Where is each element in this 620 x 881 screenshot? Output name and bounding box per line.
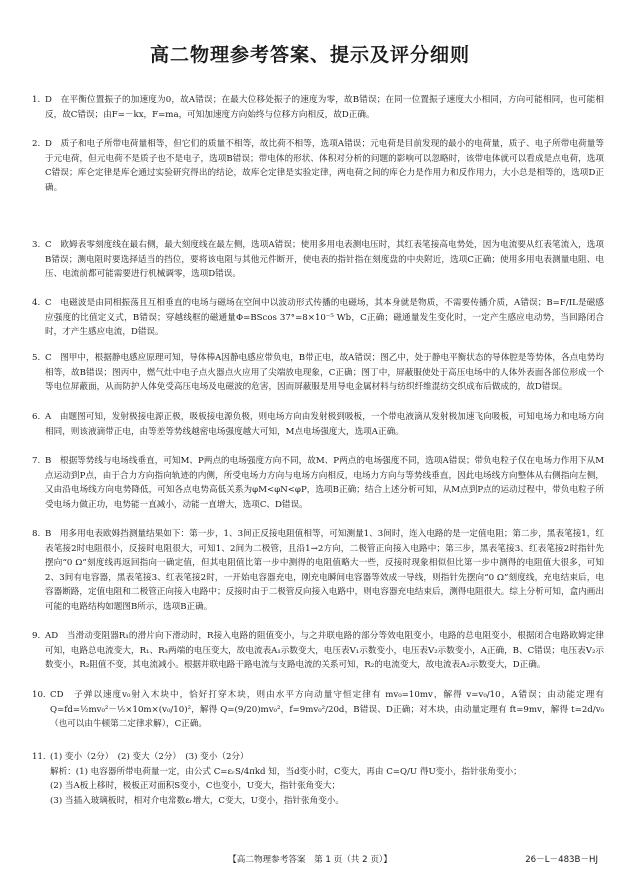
answer-3: 3. C 欧姆表零刻度线在最右侧，最大刻度线在最左侧，选项A错误；使用多用电表测电压时，其红表笔接高电势处，因为电流要从红表笔流入，选项B错误；测电阻时要选择适当的挡位，要将该电阻与其他元件断开，使电表的指针指在刻度盘的中央附近，选项C正确；使用多用电表测量电阻、电压、电流前都可能需要进行机械调零，选项D错误。 [32, 240, 604, 280]
answer-9: 9. AD 当滑动变阻器R₁的滑片向下滑动时，R接入电路的阻值变小，与之并联电路的部分等效电阻变小，电路的总电阻变小，根据闭合电路欧姆定律可知，电路总电流变大，R₁、R₃两端的电压变大，故电流表A₁示数变大，电压表V₁示数变小，电压表V₂示数变小，A正确，B、C错误；电压表V₂示数变小，R₂阻值不变，其电流减小。根据并联电路干路电流与支路电流的关系可知，R₂的电流变大，故电流表A₂示数变大，D正确。 [32, 631, 604, 671]
answers-body [32, 93, 604, 840]
answer-text: A 由题图可知，发射极接电源正极，吸板接电源负极，则电场方向由发射极到吸板，一个带电液滴从发射极加速飞向吸板，可知电场力和电场方向相同，则该液滴带正电，由等差等势线越密电场强度越大可知，M点电场强度大，选项A正确。 [45, 412, 604, 437]
answer-6: 6. A 由题图可知，发射极接电源正极，吸板接电源负极，则电场方向由发射极到吸板，一个带电液滴从发射极加速飞向吸板，可知电场力和电场方向相同，则该液滴带正电，由等差等势线越密电场强度越大可知，M点电场强度大，选项A正确。 [32, 412, 604, 437]
answer-1: 1. D 在平衡位置振子的加速度为0，故A错误；在最大位移处振子的速度为零，故B错误；在同一位置振子速度大小相同，方向可能相同，也可能相反，故C错误；由F=－kx，F=ma，可知加速度方向始终与位移方向相反，故D正确。 [32, 95, 604, 120]
answer-11: 11. (1) 变小（2分） (2) 变大（2分） (3) 变小（2分） 解析：(1) 电容器所带电荷量一定，由公式 C=εᵣS/4πkd 知，当d变小时，C变大，再由 C=Q/U 得U变小，指针张角变小； (2) 当A板上移时，极板正对面积S变小，C也变小，U变大，指针张角变大； (3) 当插入玻璃板时，相对介电常数εᵣ增大，C变大，U变小，指针张角变小。 [32, 750, 604, 840]
answer-text: CD 子弹以速度v₀射入木块中，恰好打穿木块，则由水平方向动量守恒定律有 mv₀=10mv，解得 v=v₀/10，A错误；由动能定理有 Q=fd=½mv₀²－½×10m×(v₀/10)²，解得 Q=(9/20)mv₀²，f=9mv₀²/20d，B错误、D正确；对木块，由动量定理有 ft=9mv，解得 t=2d/v₀（也可以由牛顿第二定律求解），C正确。 [50, 690, 604, 730]
answer-4: 4. C 电磁波是由同相振荡且互相垂直的电场与磁场在空间中以波动形式传播的电磁场，其本身就是物质，不需要传播介质，A错误；B=F/IL是磁感应强度的比值定义式，B错误；穿越线框的磁通量Φ=BScos 37°=8×10⁻⁵ Wb，C正确；磁通量发生变化时，一定产生感应电动势，当回路闭合时，才产生感应电流，D错误。 [32, 298, 604, 338]
footer-title: 【高二物理参考答案 第 1 页（共 2 页）】 [228, 855, 392, 865]
answer-11-scoring: (1) 变小（2分） (2) 变大（2分） (3) 变小（2分） [50, 752, 249, 762]
page-footer [0, 853, 620, 867]
answer-text: C 欧姆表零刻度线在最右侧，最大刻度线在最左侧，选项A错误；使用多用电表测电压时，其红表笔接高电势处，因为电流要从红表笔流入，选项B错误；测电阻时要选择适当的挡位，要将该电阻与其他元件断开，使电表的指针指在刻度盘的中央附近，选项C正确；使用多用电表测量电阻、电压、电流前都可能需要进行机械调零，选项D错误。 [45, 240, 604, 280]
answer-text: D 在平衡位置振子的加速度为0，故A错误；在最大位移处振子的速度为零，故B错误；在同一位置振子速度大小相同，方向可能相同，也可能相反，故C错误；由F=－kx，F=ma，可知加速度方向始终与位移方向相反，故D正确。 [45, 95, 604, 120]
answer-7: 7. B 根据等势线与电场线垂直，可知M、P两点的电场强度方向不同，故M、P两点的电场强度不同，选项A错误；带负电粒子仅在电场力作用下从M点运动到P点，由于合力方向指向轨迹的内侧，所受电场力方向与电场方向相反，电场力方向与等势线垂直，因此电场线方向整体从右侧指向左侧，又由沿电场线方向电势降低，可知各点电势高低关系为φM<φN<φP，选项B正确；结合上述分析可知，从M点到P点的运动过程中，带负电粒子所受电场力做正功，电势能一直减小，动能一直增大，选项C、D错误。 [32, 456, 604, 510]
answer-2: 2. D 质子和电子所带电荷量相等，但它们的质量不相等，故比荷不相等，选项A错误；元电荷是目前发现的最小的电荷量，质子、电子所带电荷量等于元电荷，但元电荷不是质子也不是电子，选项B错误；带电体的形状、体积对分析的问题的影响可以忽略时，该带电体就可以看成是点电荷，选项C错误；库仑定律是库仑通过实验研究得出的结论，故库仑定律是实验定律，两电荷之间的库仑力是作用力和反作用力，大小总是相等的，选项D正确。 [32, 139, 604, 193]
answer-11-analysis-2: (2) 当A板上移时，极板正对面积S变小，C也变小，U变大，指针张角变大； [50, 781, 341, 792]
page-title: 高二物理参考答案、提示及评分细则 [149, 44, 470, 66]
answer-text: C 电磁波是由同相振荡且互相垂直的电场与磁场在空间中以波动形式传播的电磁场，其本身就是物质，不需要传播介质，A错误；B=F/IL是磁感应强度的比值定义式，B错误；穿越线框的磁通量Φ=BScos 37°=8×10⁻⁵ Wb，C正确；磁通量发生变化时，一定产生感应电动势，当回路闭合时，才产生感应电流，D错误。 [45, 298, 604, 338]
answer-text: AD 当滑动变阻器R₁的滑片向下滑动时，R接入电路的阻值变小，与之并联电路的部分等效电阻变小，电路的总电阻变小，根据闭合电路欧姆定律可知，电路总电流变大，R₁、R₃两端的电压变大，故电流表A₁示数变大，电压表V₁示数变小，电压表V₂示数变小，A正确，B、C错误；电压表V₂示数变小，R₂阻值不变，其电流减小。根据并联电路干路电流与支路电流的关系可知，R₂的电流变大，故电流表A₂示数变大，D正确。 [45, 631, 604, 671]
answer-11-analysis-1: 解析：(1) 电容器所带电荷量一定，由公式 C=εᵣS/4πkd 知，当d变小时，C变大，再由 C=Q/U 得U变小，指针张角变小； [50, 766, 522, 777]
answer-text: C 图甲中，根据静电感应原理可知，导体棒A因静电感应带负电，B带正电，故A错误；图乙中，处于静电平衡状态的导体腔是等势体，各点电势均相等，故B错误；图丙中，燃气灶中电子点火器点火应用了尖端放电现象，C正确；图丁中，屏蔽服使处于高压电场中的人体外表面各部位形成一个等电位屏蔽面，从而防护人体免受高压电场及电磁波的危害，因而屏蔽服是用导电金属材料与纺织纤维混纺交织成布后做成的，故D错误。 [45, 353, 604, 393]
answer-text: D 质子和电子所带电荷量相等，但它们的质量不相等，故比荷不相等，选项A错误；元电荷是目前发现的最小的电荷量，质子、电子所带电荷量等于元电荷，但元电荷不是质子也不是电子，选项B错误；带电体的形状、体积对分析的问题的影响可以忽略时，该带电体就可以看成是点电荷，选项C错误；库仑定律是库仑通过实验研究得出的结论，故库仑定律是实验定律，两电荷之间的库仑力是作用力和反作用力，大小总是相等的，选项D正确。 [45, 139, 604, 193]
answer-10: 10. CD 子弹以速度v₀射入木块中，恰好打穿木块，则由水平方向动量守恒定律有 mv₀=10mv，解得 v=v₀/10，A错误；由动能定理有 Q=fd=½mv₀²－½×10m×(v₀/10)²，解得 Q=(9/20)mv₀²，f=9mv₀²/20d，B错误、D正确；对木块，由动量定理有 ft=9mv，解得 t=2d/v₀（也可以由牛顿第二定律求解），C正确。 [32, 690, 604, 730]
answer-11-analysis-3: (3) 当插入玻璃板时，相对介电常数εᵣ增大，C变大，U变小，指针张角变小。 [50, 795, 344, 806]
footer-code: 26－L－483B－HJ [525, 855, 598, 865]
answer-text: B 用多用电表欧姆挡测量结果如下：第一步，1、3间正反接电阻值相等，可知测量1、3间时，连入电路的是一定值电阻；第二步，黑表笔接1，红表笔接2时电阻很小，反接时电阻很大，可知1、2间为二极管，且沿1→2方向，二极管正向接入电路中；第三步，黑表笔接3、红表笔接2时指针先摆向“0 Ω”刻度线再返回指向一确定值，但其电阻值比第一步中测得的电阻值略大一些，反接时现象相似但比第一步中测得的电阻值大很多，可知2、3间有电容器，黑表笔接3、红表笔接2时，一开始电容器充电，刚充电瞬间电容器等效成一导线，则指针先摆向“0 Ω”刻度线，充电结束后，电容器断路，定值电阻和二极管正向接入电路中；反接时由于二极管反向接入电路中，则电容器充电结束后，测得电阻很大。综上分析可知，盒内画出可能的电路结构如题图B所示，选项B正确。 [45, 529, 604, 612]
answer-8: 8. B 用多用电表欧姆挡测量结果如下：第一步，1、3间正反接电阻值相等，可知测量1、3间时，连入电路的是一定值电阻；第二步，黑表笔接1，红表笔接2时电阻很小，反接时电阻很大，可知1、2间为二极管，且沿1→2方向，二极管正向接入电路中；第三步，黑表笔接3、红表笔接2时指针先摆向“0 Ω”刻度线再返回指向一确定值，但其电阻值比第一步中测得的电阻值略大一些，反接时现象相似但比第一步中测得的电阻值大很多，可知2、3间有电容器，黑表笔接3、红表笔接2时，一开始电容器充电，刚充电瞬间电容器等效成一导线，则指针先摆向“0 Ω”刻度线，充电结束后，电容器断路，定值电阻和二极管正向接入电路中；反接时由于二极管反向接入电路中，则电容器充电结束后，测得电阻很大。综上分析可知，盒内画出可能的电路结构如题图B所示，选项B正确。 [32, 529, 604, 612]
answer-text: B 根据等势线与电场线垂直，可知M、P两点的电场强度方向不同，故M、P两点的电场强度不同，选项A错误；带负电粒子仅在电场力作用下从M点运动到P点，由于合力方向指向轨迹的内侧，所受电场力方向与电场方向相反，电场力方向与等势线垂直，因此电场线方向整体从右侧指向左侧，又由沿电场线方向电势降低，可知各点电势高低关系为φM<φN<φP，选项B正确；结合上述分析可知，从M点到P点的运动过程中，带负电粒子所受电场力做正功，电势能一直减小，动能一直增大，选项C、D错误。 [45, 456, 604, 510]
answer-5: 5. C 图甲中，根据静电感应原理可知，导体棒A因静电感应带负电，B带正电，故A错误；图乙中，处于静电平衡状态的导体腔是等势体，各点电势均相等，故B错误；图丙中，燃气灶中电子点火器点火应用了尖端放电现象，C正确；图丁中，屏蔽服使处于高压电场中的人体外表面各部位形成一个等电位屏蔽面，从而防护人体免受高压电场及电磁波的危害，因而屏蔽服是用导电金属材料与纺织纤维混纺交织成布后做成的，故D错误。 [32, 353, 604, 393]
